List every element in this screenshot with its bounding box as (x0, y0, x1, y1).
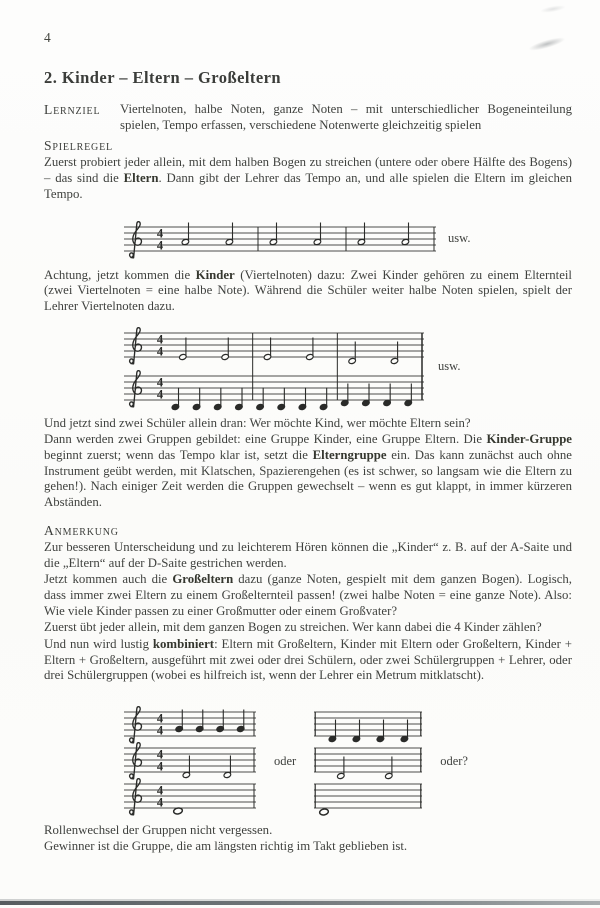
paragraph-spielregel: Zuerst probiert jeder allein, mit dem halben Bogen zu streichen (untere oder obere Hälfte des Bogens) – das sind die Eltern. Dann gibt der Lehrer das Tempo an, und alle spielen die Eltern im gleichen Tempo. (44, 155, 572, 201)
heading-lernziel: Lernziel (44, 102, 101, 117)
scan-edge-line (0, 901, 600, 905)
closing-line-1: Rollenwechsel der Gruppen nicht vergessen. (44, 823, 273, 838)
paragraph-grosseltern: Jetzt kommen auch die Großeltern dazu (ganze Noten, gespielt mit dem ganzen Bogen). Logisch, dass immer zwei Eltern zu einem Großelternteil passen! (zwei halbe Noten = eine ganze Note). Also: Wie viele Kinder passen zu einer Großmutter oder einem Großvater? (44, 572, 573, 618)
paragraph-kombiniert: Und nun wird lustig kombiniert: Eltern mit Großeltern, Kinder mit Eltern oder Großeltern, Kinder + Eltern + Großeltern, ausgeführt mit zwei oder drei Schülern, oder zwei Schülergruppen + Lehrer, oder drei Schülergruppen (wobei es hilfreich ist, wenn der Lehrer ein Metrum mitklatscht). (44, 637, 572, 683)
oder-label: oder (274, 753, 297, 768)
closing-line-2: Gewinner ist die Gruppe, die am längsten richtig im Takt geblieben ist. (44, 838, 408, 853)
paragraph-zwei-schueler: Und jetzt sind zwei Schüler allein dran: Wer möchte Kind, wer möchte Eltern sein? (44, 415, 471, 430)
system-kinder-eltern-grosseltern (124, 700, 256, 822)
paragraph-achtung: Achtung, jetzt kommen die Kinder (Viertelnoten) dazu: Zwei Kinder gehören zu einem Elternteil (zwei Viertelnoten = eine halbe Note). Während die Schüler weiter halbe Noten spielen, spielt der Lehrer Viertelnoten dazu. (44, 267, 572, 313)
svg-text:4: 4 (156, 723, 164, 738)
heading-spielregel: Spielregel (44, 138, 113, 154)
svg-text:4: 4 (156, 783, 164, 798)
svg-text:4: 4 (156, 226, 164, 241)
paragraph-anmerkung: Zur besseren Unterscheidung und zu leichterem Hören können die „Kinder“ z. B. auf der A-Saite und die „Eltern“ auf der D-Saite gestrichen werden. (44, 539, 572, 570)
music-example-2 (124, 319, 572, 415)
paragraph-zuerst-uebt: Zuerst übt jeder allein, mit dem ganzen Bogen zu streichen. Wer kann dabei die 4 Kinder zählen? (44, 620, 542, 635)
closing-lines (44, 823, 572, 854)
heading-anmerkung: Anmerkung (44, 522, 119, 538)
paragraph-gruppen: Dann werden zwei Gruppen gebildet: eine Gruppe Kinder, eine Gruppe Eltern. Die Kinder-Gruppe beginnt zuerst; wenn das Tempo klar ist, setzt die Elterngruppe ein. Das kann zunächst auch ohne Instrument geübt werden, mit Klatschen, Spazierengehen (es ist schwer, so langsam wie die Eltern zu gehen!). Nach einiger Zeit werden die Gruppen gewechselt – wenn es gut klappt, in immer kürzeren Abständen. (44, 432, 572, 510)
music-example-3 (124, 700, 572, 822)
page-number: 4 (44, 30, 51, 45)
svg-text:4: 4 (156, 344, 164, 359)
usw-label-1: usw. (448, 231, 471, 246)
usw-label-2: usw. (438, 359, 461, 374)
music-example-1 (124, 211, 572, 267)
svg-text:4: 4 (156, 747, 164, 762)
oder-frage-label: oder? (440, 753, 468, 768)
svg-text:4: 4 (156, 332, 164, 347)
svg-text:4: 4 (156, 759, 164, 774)
svg-text:4: 4 (156, 387, 164, 402)
lernziel-text: Viertelnoten, halbe Noten, ganze Noten – mit unterschiedlicher Bogeneinteilung spielen, Tempo erfassen, verschiedene Notenwerte gleichzeitig spielen (120, 102, 572, 132)
svg-text:4: 4 (156, 238, 164, 253)
svg-text:4: 4 (156, 375, 164, 390)
svg-text:4: 4 (156, 711, 164, 726)
system-fortsetzung-ohne-schluessel (314, 700, 422, 822)
lernziel-section (44, 102, 572, 133)
chapter-title: 2. Kinder – Eltern – Großeltern (44, 68, 281, 87)
scan-smudge (540, 4, 567, 14)
staff-eltern-halbe-noten (124, 211, 436, 267)
svg-text:4: 4 (156, 795, 164, 810)
system-eltern-und-kinder (124, 319, 424, 415)
